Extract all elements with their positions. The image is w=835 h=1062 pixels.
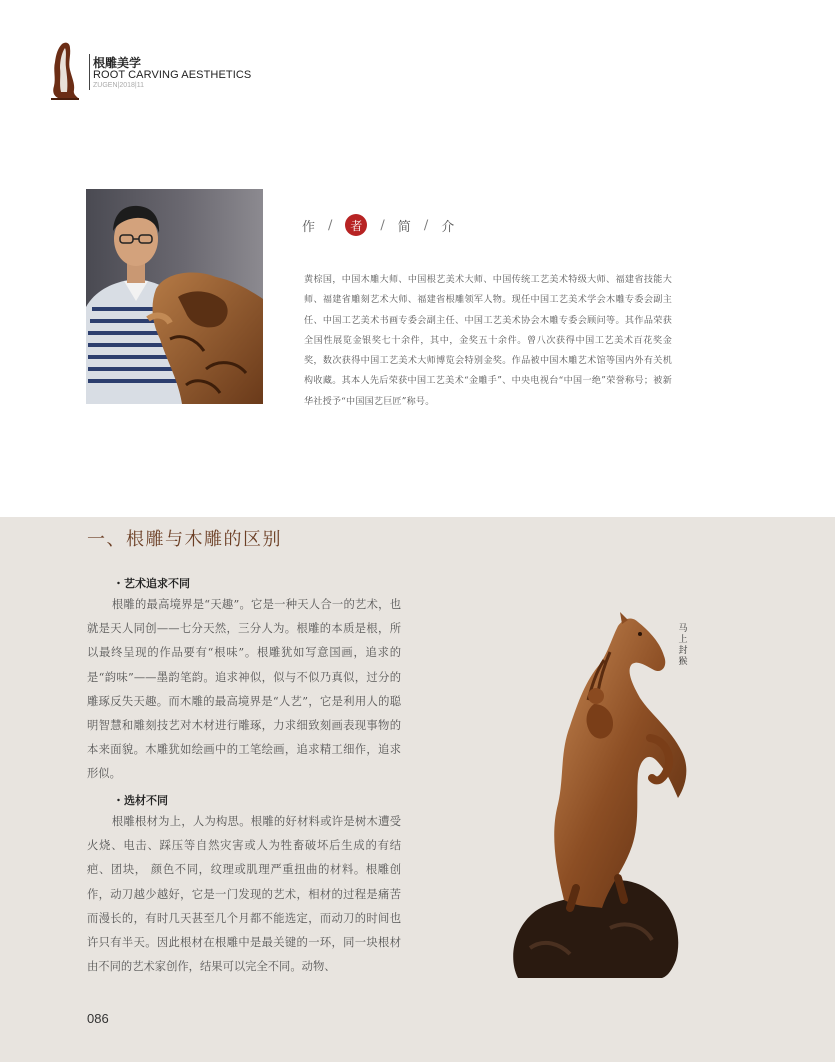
subheading-artistic-pursuit: ・艺术追求不同 bbox=[113, 577, 190, 590]
horse-monkey-sculpture bbox=[500, 608, 705, 978]
issue-code: ZUGEN|2018|11 bbox=[93, 82, 144, 89]
intro-title-char: 简 bbox=[397, 219, 411, 235]
intro-title-char: 介 bbox=[441, 219, 455, 235]
subheading-material-selection: ・选材不同 bbox=[113, 794, 168, 807]
section-heading: 一、根雕与木雕的区别 bbox=[87, 529, 282, 550]
page-number: 086 bbox=[87, 1011, 109, 1026]
logo-divider bbox=[89, 54, 90, 90]
author-portrait bbox=[86, 189, 263, 404]
brand-title-en: ROOT CARVING AESTHETICS bbox=[93, 69, 252, 81]
brand-title-cn: 根雕美学 bbox=[93, 56, 142, 70]
author-bio: 黄棕国，中国木雕大师、中国根艺美术大师、中国传统工艺美术特级大师、福建省技能大师、福建省雕刻艺术大师、福建省根雕领军人物。现任中国工艺美术学会木雕专委会副主任、中国工艺美术书画专委会副主任、中国工艺美术协会木雕专委会顾问等。其作品荣获全国性展览金银奖七十余件，其中，金奖五十余件。曾八次获得中国工艺美术百花奖金奖，数次获得中国工艺美术大师博览会特别金奖。作品被中国木雕艺术馆等国内外有关机构收藏。其本人先后荣获中国工艺美术“金雕手”、中央电视台“中国一绝”荣誉称号；被新华社授予“中国国艺巨匠”称号。 bbox=[304, 275, 672, 407]
sculpture-caption: 马上封猴 bbox=[678, 624, 688, 667]
intro-title-char: 作 bbox=[302, 219, 316, 235]
paragraph-artistic-pursuit: 根雕的最高境界是“天趣”。它是一种天人合一的艺术，也就是天人同创——七分天然，三分人为。根雕的本质是根，所以最终呈现的作品要有“根味”。根雕犹如写意国画，追求的是“韵味”——墨韵笔韵。追求神似，似与不似乃真似，过分的雕琢反失天趣。而木雕的最高境界是“人艺”，它是利用人的聪明智慧和雕刻技艺对木材进行雕琢，力求细致刻画表现事物的本来面貌。木雕犹如绘画中的工笔绘画，追求精工细作，追求形似。 bbox=[87, 598, 401, 781]
title-separator: / bbox=[423, 217, 429, 233]
paragraph-material-selection: 根雕根材为上，人为构思。根雕的好材料或许是树木遭受火烧、电击、踩压等自然灾害或人为牲畜破坏后生成的有结疤、团块， 颜色不同，纹理或肌理严重扭曲的材料。根雕创作，动刀越少越好，它是一门发现的艺术，相材的过程是痛苦而漫长的，有时几天甚至几个月都不能选定，而动刀的时间也许只有半天。因此根材在根雕中是最关键的一环，同一块根材由不同的艺术家创作，结果可以完全不同。动物、 bbox=[87, 815, 401, 974]
title-separator: / bbox=[328, 217, 333, 233]
root-carving-logo-icon bbox=[48, 40, 80, 100]
intro-title bbox=[302, 213, 454, 237]
title-separator: / bbox=[380, 217, 385, 233]
intro-title-char-highlight: 者 bbox=[345, 214, 367, 236]
